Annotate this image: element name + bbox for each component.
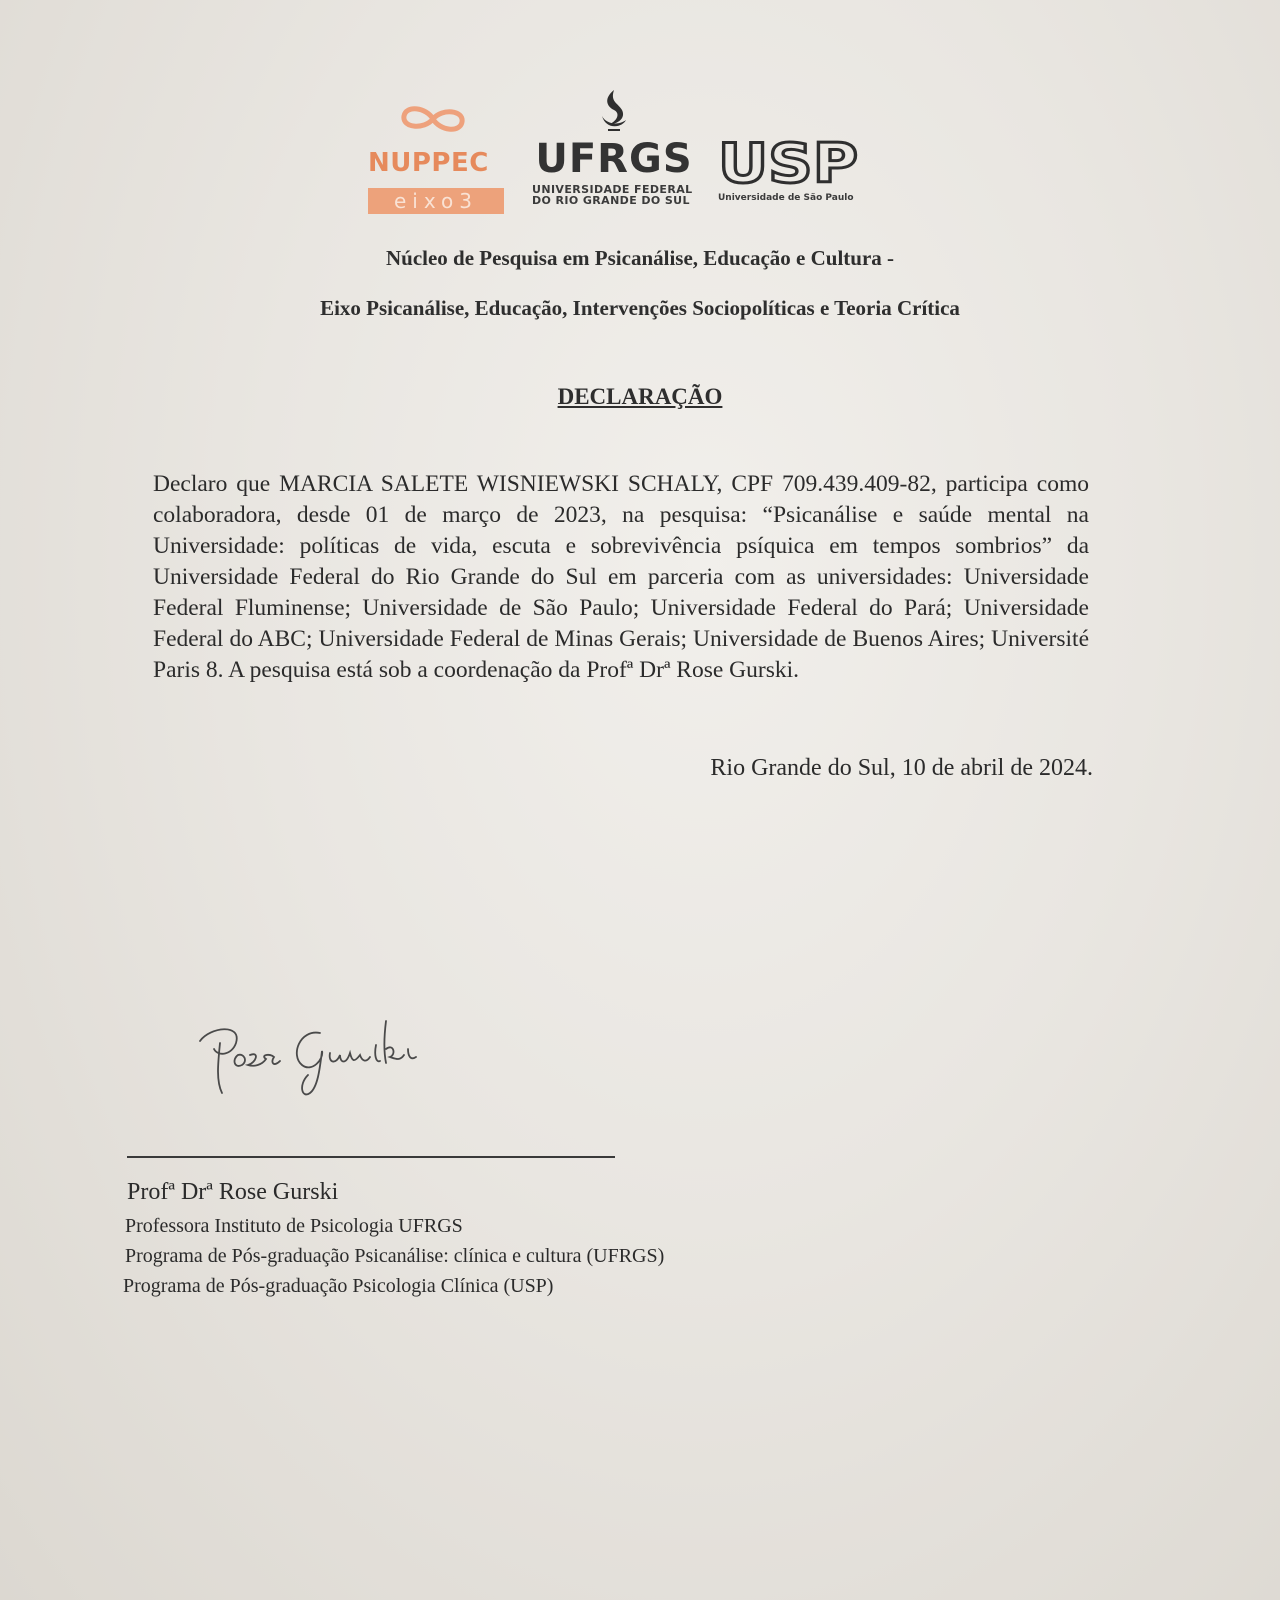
declaration-body: Declaro que MARCIA SALETE WISNIEWSKI SCHALY, CPF 709.439.409-82, participa como colaboradora, desde 01 de março de 2023, na pesquisa: “Psicanálise e saúde mental na Universidade: políticas de vida, escuta e sobrevivência psíquica em tempos sombrios” da Universidade Federal do Rio Grande do Sul em parceria com as universidades: Universidade Federal Fluminense; Universidade de São Paulo; Universidade Federal do Pará; Universidade Federal do ABC; Universidade Federal de Minas Gerais; Universidade de Buenos Aires; Université Paris 8. A pesquisa está sob a coordenação da Profª Drª Rose Gurski.	[153, 471, 1089, 683]
ufrgs-subtitle-line1: UNIVERSIDADE FEDERAL	[532, 183, 693, 196]
signature-line	[127, 1156, 615, 1158]
document-title: DECLARAÇÃO	[557, 384, 723, 409]
ufrgs-wordmark: UFRGS	[535, 136, 693, 182]
ufrgs-subtitle-line2: DO RIO GRANDE DO SUL	[532, 194, 690, 207]
usp-wordmark-text: USP	[718, 136, 858, 188]
ufrgs-logo	[530, 88, 698, 213]
nuppec-eixo-label: eixo3	[368, 188, 504, 214]
flame-icon	[588, 88, 640, 134]
signer-role-1: Professora Instituto de Psicologia UFRGS	[125, 1215, 463, 1237]
ufrgs-subtitle	[532, 184, 700, 206]
usp-logo	[716, 136, 866, 208]
signer-role-3: Programa de Pós-graduação Psicologia Clínica (USP)	[123, 1275, 554, 1297]
usp-subtitle: Universidade de São Paulo	[718, 193, 854, 203]
signer-name: Profª Drª Rose Gurski	[127, 1179, 339, 1205]
handwritten-signature	[190, 1015, 450, 1115]
nuppec-logo	[368, 102, 504, 213]
header-line-2: Eixo Psicanálise, Educação, Intervenções Sociopolíticas e Teoria Crítica	[320, 296, 960, 320]
header-line-1: Núcleo de Pesquisa em Psicanálise, Educação e Cultura -	[385, 246, 895, 270]
logo-row	[368, 88, 868, 213]
date-location: Rio Grande do Sul, 10 de abril de 2024.	[710, 755, 1093, 781]
usp-wordmark	[716, 136, 862, 188]
signer-role-2: Programa de Pós-graduação Psicanálise: clínica e cultura (UFRGS)	[125, 1245, 665, 1267]
infinity-icon	[398, 102, 468, 136]
nuppec-wordmark: NUPPEC	[368, 148, 489, 178]
